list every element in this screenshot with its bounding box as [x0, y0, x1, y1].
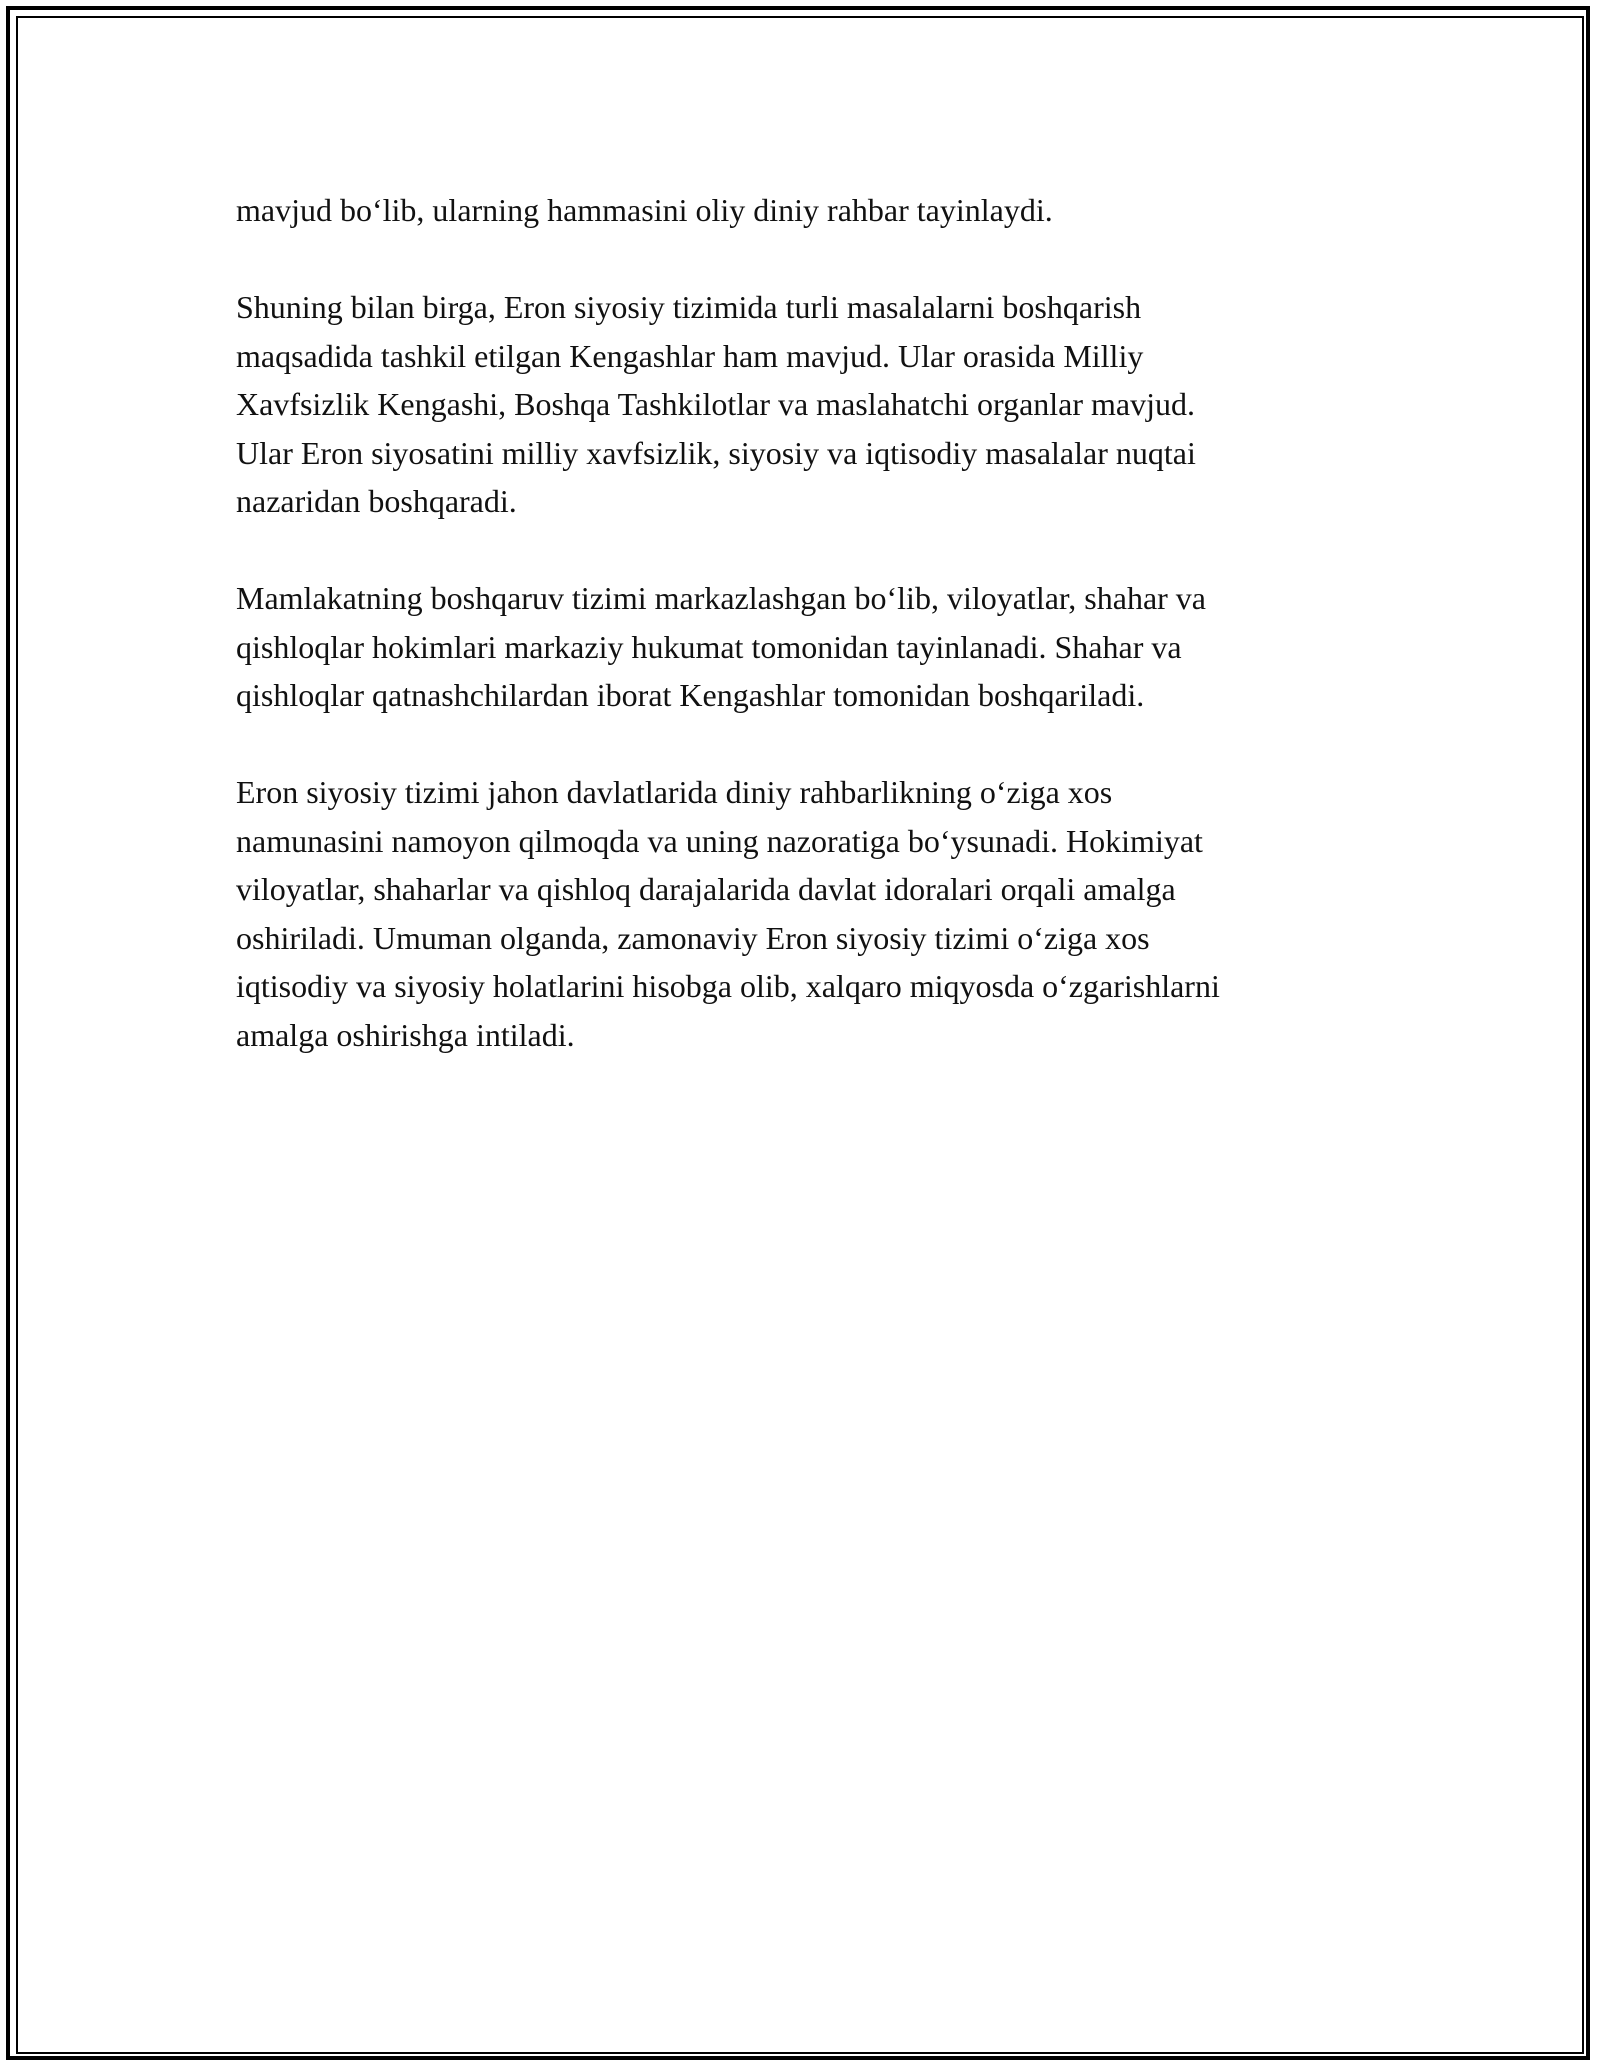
text-line: qishloqlar qatnashchilardan iborat Kengashlar tomonidan boshqariladi.: [236, 677, 1145, 713]
text-line: mavjud bo‘lib, ularning hammasini oliy diniy rahbar tayinlaydi.: [236, 192, 1053, 228]
text-line: Xavfsizlik Kengashi, Boshqa Tashkilotlar va maslahatchi organlar mavjud.: [236, 386, 1196, 422]
paragraph-1: [236, 186, 1376, 235]
text-line: Ular Eron siyosatini milliy xavfsizlik, siyosiy va iqtisodiy masalalar nuqtai: [236, 434, 1196, 471]
text-line: viloyatlar, shaharlar va qishloq darajalarida davlat idoralari orqali amalga: [236, 871, 1176, 907]
text-line: iqtisodiy va siyosiy holatlarini hisobga olib, xalqaro miqyosda o‘zgarishlarni: [236, 968, 1220, 1004]
text-line: oshiriladi. Umuman olganda, zamonaviy Eron siyosiy tizimi o‘ziga xos: [236, 919, 1150, 956]
paragraph-3: [236, 574, 1376, 720]
text-line: namunasini namoyon qilmoqda va uning nazoratiga bo‘ysunadi. Hokimiyat: [236, 822, 1203, 859]
text-line: maqsadida tashkil etilgan Kengashlar ham mavjud. Ular orasida Milliy: [236, 337, 1144, 374]
paragraph-4: [236, 768, 1376, 1059]
paragraph-2: [236, 283, 1376, 526]
text-line: Mamlakatning boshqaruv tizimi markazlashgan bo‘lib, viloyatlar, shahar va: [236, 580, 1206, 616]
text-line: Shuning bilan birga, Eron siyosiy tizimida turli masalalarni boshqarish: [236, 289, 1142, 325]
text-line: amalga oshirishga intiladi.: [236, 1016, 575, 1053]
text-line: Eron siyosiy tizimi jahon davlatlarida diniy rahbarlikning o‘ziga xos: [236, 774, 1113, 810]
text-line: qishloqlar hokimlari markaziy hukumat tomonidan tayinlanadi. Shahar va: [236, 628, 1182, 665]
text-line: nazaridan boshqaradi.: [236, 483, 517, 519]
document-body: [236, 186, 1376, 1108]
